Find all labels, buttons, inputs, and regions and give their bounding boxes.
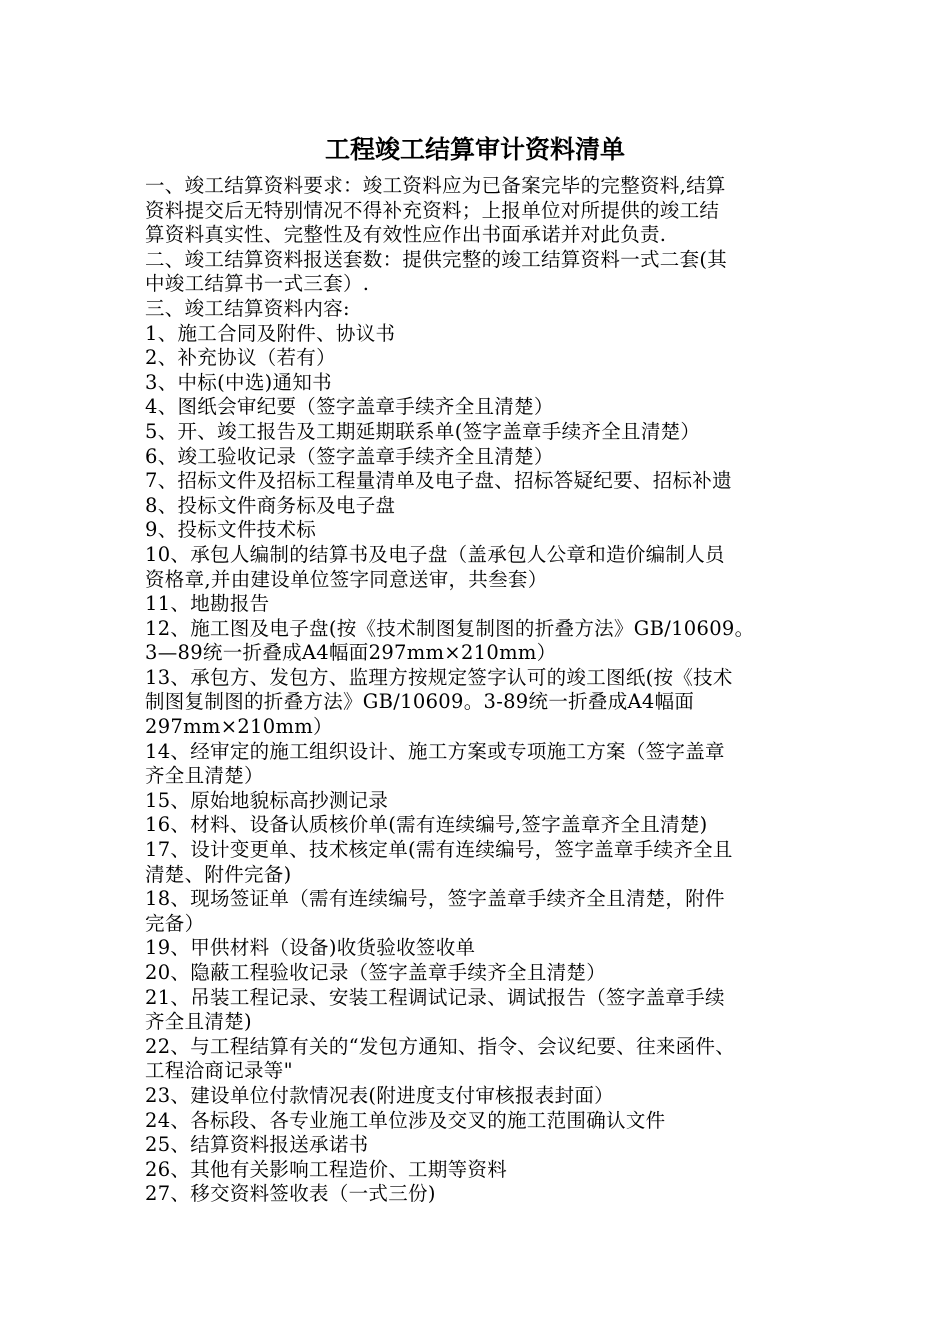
body-line: 2、补充协议（若有） bbox=[145, 346, 336, 370]
body-line: 14、经审定的施工组织设计、施工方案或专项施工方案（签字盖章 bbox=[145, 739, 725, 763]
body-line: 资格章,并由建设单位签字同意送审，共叁套） bbox=[145, 567, 548, 591]
body-line: 17、设计变更单、技术核定单(需有连续编号，签字盖章手续齐全且 bbox=[145, 838, 733, 862]
body-line: 中竣工结算书一式三套）. bbox=[145, 272, 370, 296]
body-line: 8、投标文件商务标及电子盘 bbox=[145, 493, 396, 517]
body-line: 工程洽商记录等" bbox=[145, 1059, 293, 1083]
body-line: 18、现场签证单（需有连续编号，签字盖章手续齐全且清楚，附件 bbox=[145, 887, 725, 911]
body-line: 5、开、竣工报告及工期延期联系单(签字盖章手续齐全且清楚） bbox=[145, 419, 701, 443]
body-line: 3、中标(中选)通知书 bbox=[145, 370, 332, 394]
body-line: 4、图纸会审纪要（签字盖章手续齐全且清楚） bbox=[145, 395, 554, 419]
body-line: 22、与工程结算有关的“发包方通知、指令、会议纪要、往来函件、 bbox=[145, 1034, 736, 1058]
body-line: 15、原始地貌标高抄测记录 bbox=[145, 788, 389, 812]
body-line: 清楚、附件完备) bbox=[145, 862, 292, 886]
body-line: 齐全且清楚) bbox=[145, 1010, 252, 1034]
body-line: 3—89统一折叠成A4幅面297mm×210mm） bbox=[145, 641, 557, 665]
body-line: 完备） bbox=[145, 911, 205, 935]
body-line: 13、承包方、发包方、监理方按规定签字认可的竣工图纸(按《技术 bbox=[145, 665, 733, 689]
body-line: 25、结算资料报送承诺书 bbox=[145, 1133, 369, 1157]
body-line: 算资料真实性、完整性及有效性应作出书面承诺并对此负责. bbox=[145, 223, 667, 247]
document-body bbox=[145, 174, 810, 1207]
body-line: 6、竣工验收记录（签字盖章手续齐全且清楚） bbox=[145, 444, 554, 468]
body-line: 20、隐蔽工程验收记录（签字盖章手续齐全且清楚） bbox=[145, 961, 607, 984]
body-line: 19、甲供材料（设备)收货验收签收单 bbox=[145, 936, 476, 960]
body-line: 资料提交后无特别情况不得补充资料；上报单位对所提供的竣工结 bbox=[145, 198, 720, 222]
body-line: 24、各标段、各专业施工单位涉及交叉的施工范围确认文件 bbox=[145, 1108, 666, 1132]
body-line: 26、其他有关影响工程造价、工期等资料 bbox=[145, 1157, 508, 1181]
body-line: 11、地勘报告 bbox=[145, 592, 270, 616]
document-title: 工程竣工结算审计资料清单 bbox=[324, 135, 625, 164]
body-line: 1、施工合同及附件、协议书 bbox=[145, 321, 396, 345]
body-line: 9、投标文件技术标 bbox=[145, 518, 317, 542]
body-line: 23、建设单位付款情况表(附进度支付审核报表封面） bbox=[145, 1083, 614, 1107]
body-line: 制图复制图的折叠方法》GB/10609。3-89统一折叠成A4幅面 bbox=[145, 690, 695, 714]
body-line: 7、招标文件及招标工程量清单及电子盘、招标答疑纪要、招标补遗 bbox=[145, 469, 732, 493]
body-line: 10、承包人编制的结算书及电子盘（盖承包人公章和造价编制人员 bbox=[145, 542, 725, 566]
body-line: 297mm×210mm） bbox=[145, 715, 333, 739]
body-line: 27、移交资料签收表（一式三份) bbox=[145, 1182, 436, 1206]
body-line: 三、竣工结算资料内容: bbox=[145, 296, 350, 320]
body-line: 21、吊装工程记录、安装工程调试记录、调试报告（签字盖章手续 bbox=[145, 985, 725, 1009]
body-line: 二、竣工结算资料报送套数：提供完整的竣工结算资料一式二套(其 bbox=[145, 247, 728, 271]
body-line: 齐全且清楚） bbox=[145, 764, 264, 788]
body-line: 12、施工图及电子盘(按《技术制图复制图的折叠方法》GB/10609。 bbox=[145, 616, 755, 640]
body-line: 16、材料、设备认质核价单(需有连续编号,签字盖章齐全且清楚) bbox=[145, 813, 708, 837]
body-line: 一、竣工结算资料要求：竣工资料应为已备案完毕的完整资料,结算 bbox=[145, 174, 726, 197]
